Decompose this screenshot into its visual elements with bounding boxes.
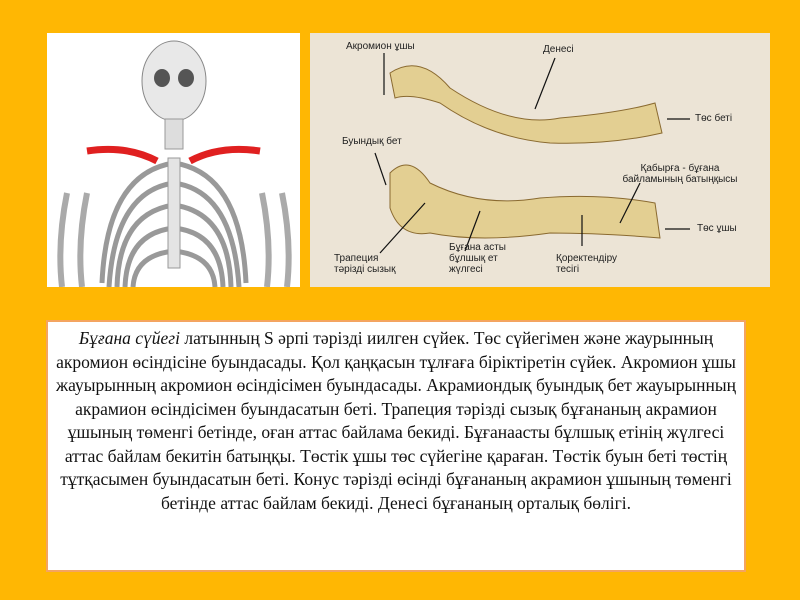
term-italic: Бұғана сүйегі — [78, 328, 180, 348]
description-text-box — [46, 320, 746, 572]
clavicle-diagram — [310, 33, 770, 287]
skeleton-image — [47, 33, 300, 287]
label-sternal-surface: Төс беті — [695, 113, 733, 124]
label-body: Денесі — [543, 44, 574, 55]
label-costoclavicular: Қабырға - бұғана байламының батыңқысы — [622, 163, 738, 185]
label-subclavius-groove: Бұғана асты бұлшық ет жүлгесі — [449, 242, 506, 275]
label-acromion-end: Акромион ұшы — [346, 41, 415, 52]
skeleton-illustration — [47, 33, 300, 287]
clavicle-left-highlight — [87, 149, 157, 161]
label-nutrient-foramen: Қоректендіру тесігі — [556, 253, 618, 275]
description-body: латынның S әрпі тәрізді иилген сүйек. Төс сүйегімен және жаурынның акромион өсіндісіне буындасады. Қол қаңқасын тұлғаға біріктіретін сүйек. Акромион ұшы жауырынның акромион өсіндісімен буындасады. Акрамиондық буындық бет жауырынның акрамион өсіндісімен буындасатын беті. Трапеция тәрізді сызық бұғананың акрамион ұшының төменгі бетінде, оған аттас байлама бекиді. Бұғанаасты бұлшық етінің жүлгесі аттас байлам бекитін батыңқы. Төстік ұшы төс сүйегіне қараған. Төстік буын беті төстің тұтқасымен буындасатын беті. Конус тәрізді өсінді бұғананың акрамион ұшының төменгі бетінде аттас байлам бекиді. Денесі бұғананың орталық бөлігі. — [56, 328, 736, 513]
label-articular-surface: Буындық бет — [342, 136, 402, 147]
clavicle-right-highlight — [190, 149, 260, 161]
clavicle-bones-image — [310, 33, 770, 287]
label-sternal-end: Төс ұшы — [697, 223, 737, 234]
label-trapezoid-line: Трапеция тәрізді сызық — [334, 253, 396, 275]
